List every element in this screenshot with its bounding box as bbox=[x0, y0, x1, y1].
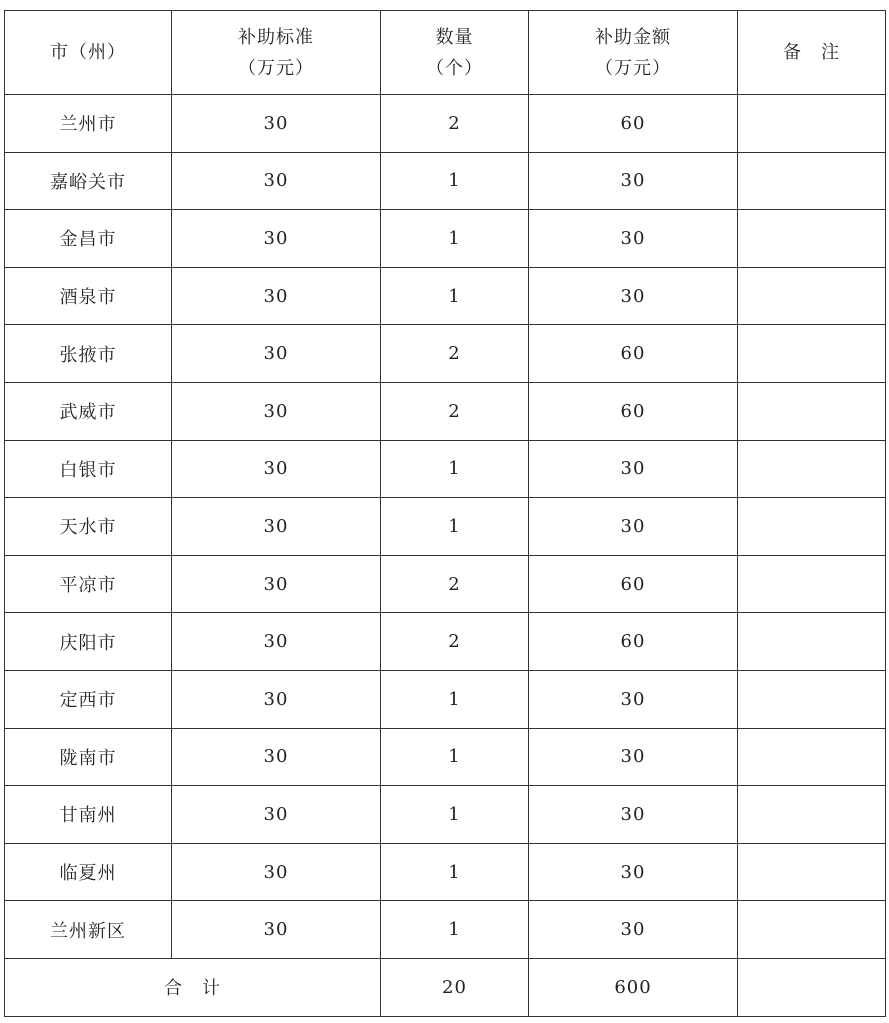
total-remark bbox=[738, 958, 886, 1016]
cell-remark bbox=[738, 382, 886, 440]
cell-city: 天水市 bbox=[5, 498, 172, 556]
table-body bbox=[5, 95, 886, 1017]
cell-city: 临夏州 bbox=[5, 843, 172, 901]
header-amount-line2: （万元） bbox=[595, 57, 671, 79]
cell-amount: 30 bbox=[529, 786, 738, 844]
table-row bbox=[5, 901, 886, 959]
cell-standard: 30 bbox=[172, 152, 381, 210]
header-standard-line2: （万元） bbox=[238, 57, 314, 79]
cell-amount: 60 bbox=[529, 95, 738, 153]
header-count bbox=[381, 11, 529, 95]
cell-count: 1 bbox=[381, 786, 529, 844]
cell-standard: 30 bbox=[172, 95, 381, 153]
cell-amount: 30 bbox=[529, 843, 738, 901]
table-row bbox=[5, 498, 886, 556]
cell-city: 兰州市 bbox=[5, 95, 172, 153]
cell-count: 2 bbox=[381, 555, 529, 613]
total-row bbox=[5, 958, 886, 1016]
cell-remark bbox=[738, 670, 886, 728]
cell-standard: 30 bbox=[172, 498, 381, 556]
cell-count: 2 bbox=[381, 325, 529, 383]
total-amount: 600 bbox=[529, 958, 738, 1016]
cell-standard: 30 bbox=[172, 728, 381, 786]
cell-amount: 60 bbox=[529, 555, 738, 613]
table-row bbox=[5, 382, 886, 440]
cell-count: 1 bbox=[381, 498, 529, 556]
header-amount-line1: 补助金额 bbox=[595, 26, 671, 48]
cell-amount: 30 bbox=[529, 440, 738, 498]
cell-amount: 30 bbox=[529, 901, 738, 959]
cell-city: 平凉市 bbox=[5, 555, 172, 613]
cell-amount: 30 bbox=[529, 670, 738, 728]
cell-count: 1 bbox=[381, 152, 529, 210]
cell-city: 庆阳市 bbox=[5, 613, 172, 671]
table-row bbox=[5, 95, 886, 153]
cell-amount: 30 bbox=[529, 728, 738, 786]
table-row bbox=[5, 613, 886, 671]
header-remark: 备 注 bbox=[738, 11, 886, 95]
cell-remark bbox=[738, 555, 886, 613]
cell-standard: 30 bbox=[172, 555, 381, 613]
cell-remark bbox=[738, 843, 886, 901]
cell-remark bbox=[738, 440, 886, 498]
cell-amount: 60 bbox=[529, 325, 738, 383]
cell-city: 陇南市 bbox=[5, 728, 172, 786]
header-count-line2: （个） bbox=[426, 57, 483, 79]
cell-amount: 30 bbox=[529, 152, 738, 210]
cell-remark bbox=[738, 210, 886, 268]
table-row bbox=[5, 555, 886, 613]
cell-standard: 30 bbox=[172, 670, 381, 728]
header-amount bbox=[529, 11, 738, 95]
cell-count: 1 bbox=[381, 843, 529, 901]
cell-count: 1 bbox=[381, 210, 529, 268]
cell-amount: 30 bbox=[529, 267, 738, 325]
table-row bbox=[5, 152, 886, 210]
cell-standard: 30 bbox=[172, 843, 381, 901]
cell-remark bbox=[738, 728, 886, 786]
cell-remark bbox=[738, 901, 886, 959]
cell-standard: 30 bbox=[172, 613, 381, 671]
cell-standard: 30 bbox=[172, 382, 381, 440]
cell-remark bbox=[738, 613, 886, 671]
cell-standard: 30 bbox=[172, 440, 381, 498]
table-row bbox=[5, 670, 886, 728]
cell-amount: 30 bbox=[529, 498, 738, 556]
cell-city: 兰州新区 bbox=[5, 901, 172, 959]
cell-standard: 30 bbox=[172, 325, 381, 383]
total-count: 20 bbox=[381, 958, 529, 1016]
table-row bbox=[5, 728, 886, 786]
cell-amount: 60 bbox=[529, 613, 738, 671]
cell-standard: 30 bbox=[172, 210, 381, 268]
table-row bbox=[5, 843, 886, 901]
cell-count: 1 bbox=[381, 440, 529, 498]
table-row bbox=[5, 210, 886, 268]
table-row bbox=[5, 786, 886, 844]
header-standard-line1: 补助标准 bbox=[238, 26, 314, 48]
cell-count: 1 bbox=[381, 670, 529, 728]
header-standard bbox=[172, 11, 381, 95]
cell-remark bbox=[738, 152, 886, 210]
cell-remark bbox=[738, 325, 886, 383]
header-count-line1: 数量 bbox=[435, 26, 474, 48]
cell-count: 2 bbox=[381, 613, 529, 671]
cell-count: 1 bbox=[381, 728, 529, 786]
cell-city: 武威市 bbox=[5, 382, 172, 440]
cell-city: 定西市 bbox=[5, 670, 172, 728]
cell-count: 1 bbox=[381, 901, 529, 959]
cell-remark bbox=[738, 267, 886, 325]
cell-count: 2 bbox=[381, 95, 529, 153]
cell-count: 1 bbox=[381, 267, 529, 325]
table-header bbox=[5, 11, 886, 95]
cell-city: 甘南州 bbox=[5, 786, 172, 844]
cell-city: 白银市 bbox=[5, 440, 172, 498]
cell-standard: 30 bbox=[172, 786, 381, 844]
cell-amount: 30 bbox=[529, 210, 738, 268]
cell-city: 酒泉市 bbox=[5, 267, 172, 325]
cell-remark bbox=[738, 786, 886, 844]
header-row bbox=[5, 11, 886, 95]
cell-remark bbox=[738, 498, 886, 556]
cell-city: 金昌市 bbox=[5, 210, 172, 268]
table-row bbox=[5, 325, 886, 383]
header-city: 市（州） bbox=[5, 11, 172, 95]
cell-city: 嘉峪关市 bbox=[5, 152, 172, 210]
cell-city: 张掖市 bbox=[5, 325, 172, 383]
table-row bbox=[5, 267, 886, 325]
cell-standard: 30 bbox=[172, 267, 381, 325]
total-label: 合 计 bbox=[5, 958, 381, 1016]
table-row bbox=[5, 440, 886, 498]
cell-amount: 60 bbox=[529, 382, 738, 440]
subsidy-table bbox=[4, 10, 886, 1017]
cell-standard: 30 bbox=[172, 901, 381, 959]
cell-count: 2 bbox=[381, 382, 529, 440]
cell-remark bbox=[738, 95, 886, 153]
